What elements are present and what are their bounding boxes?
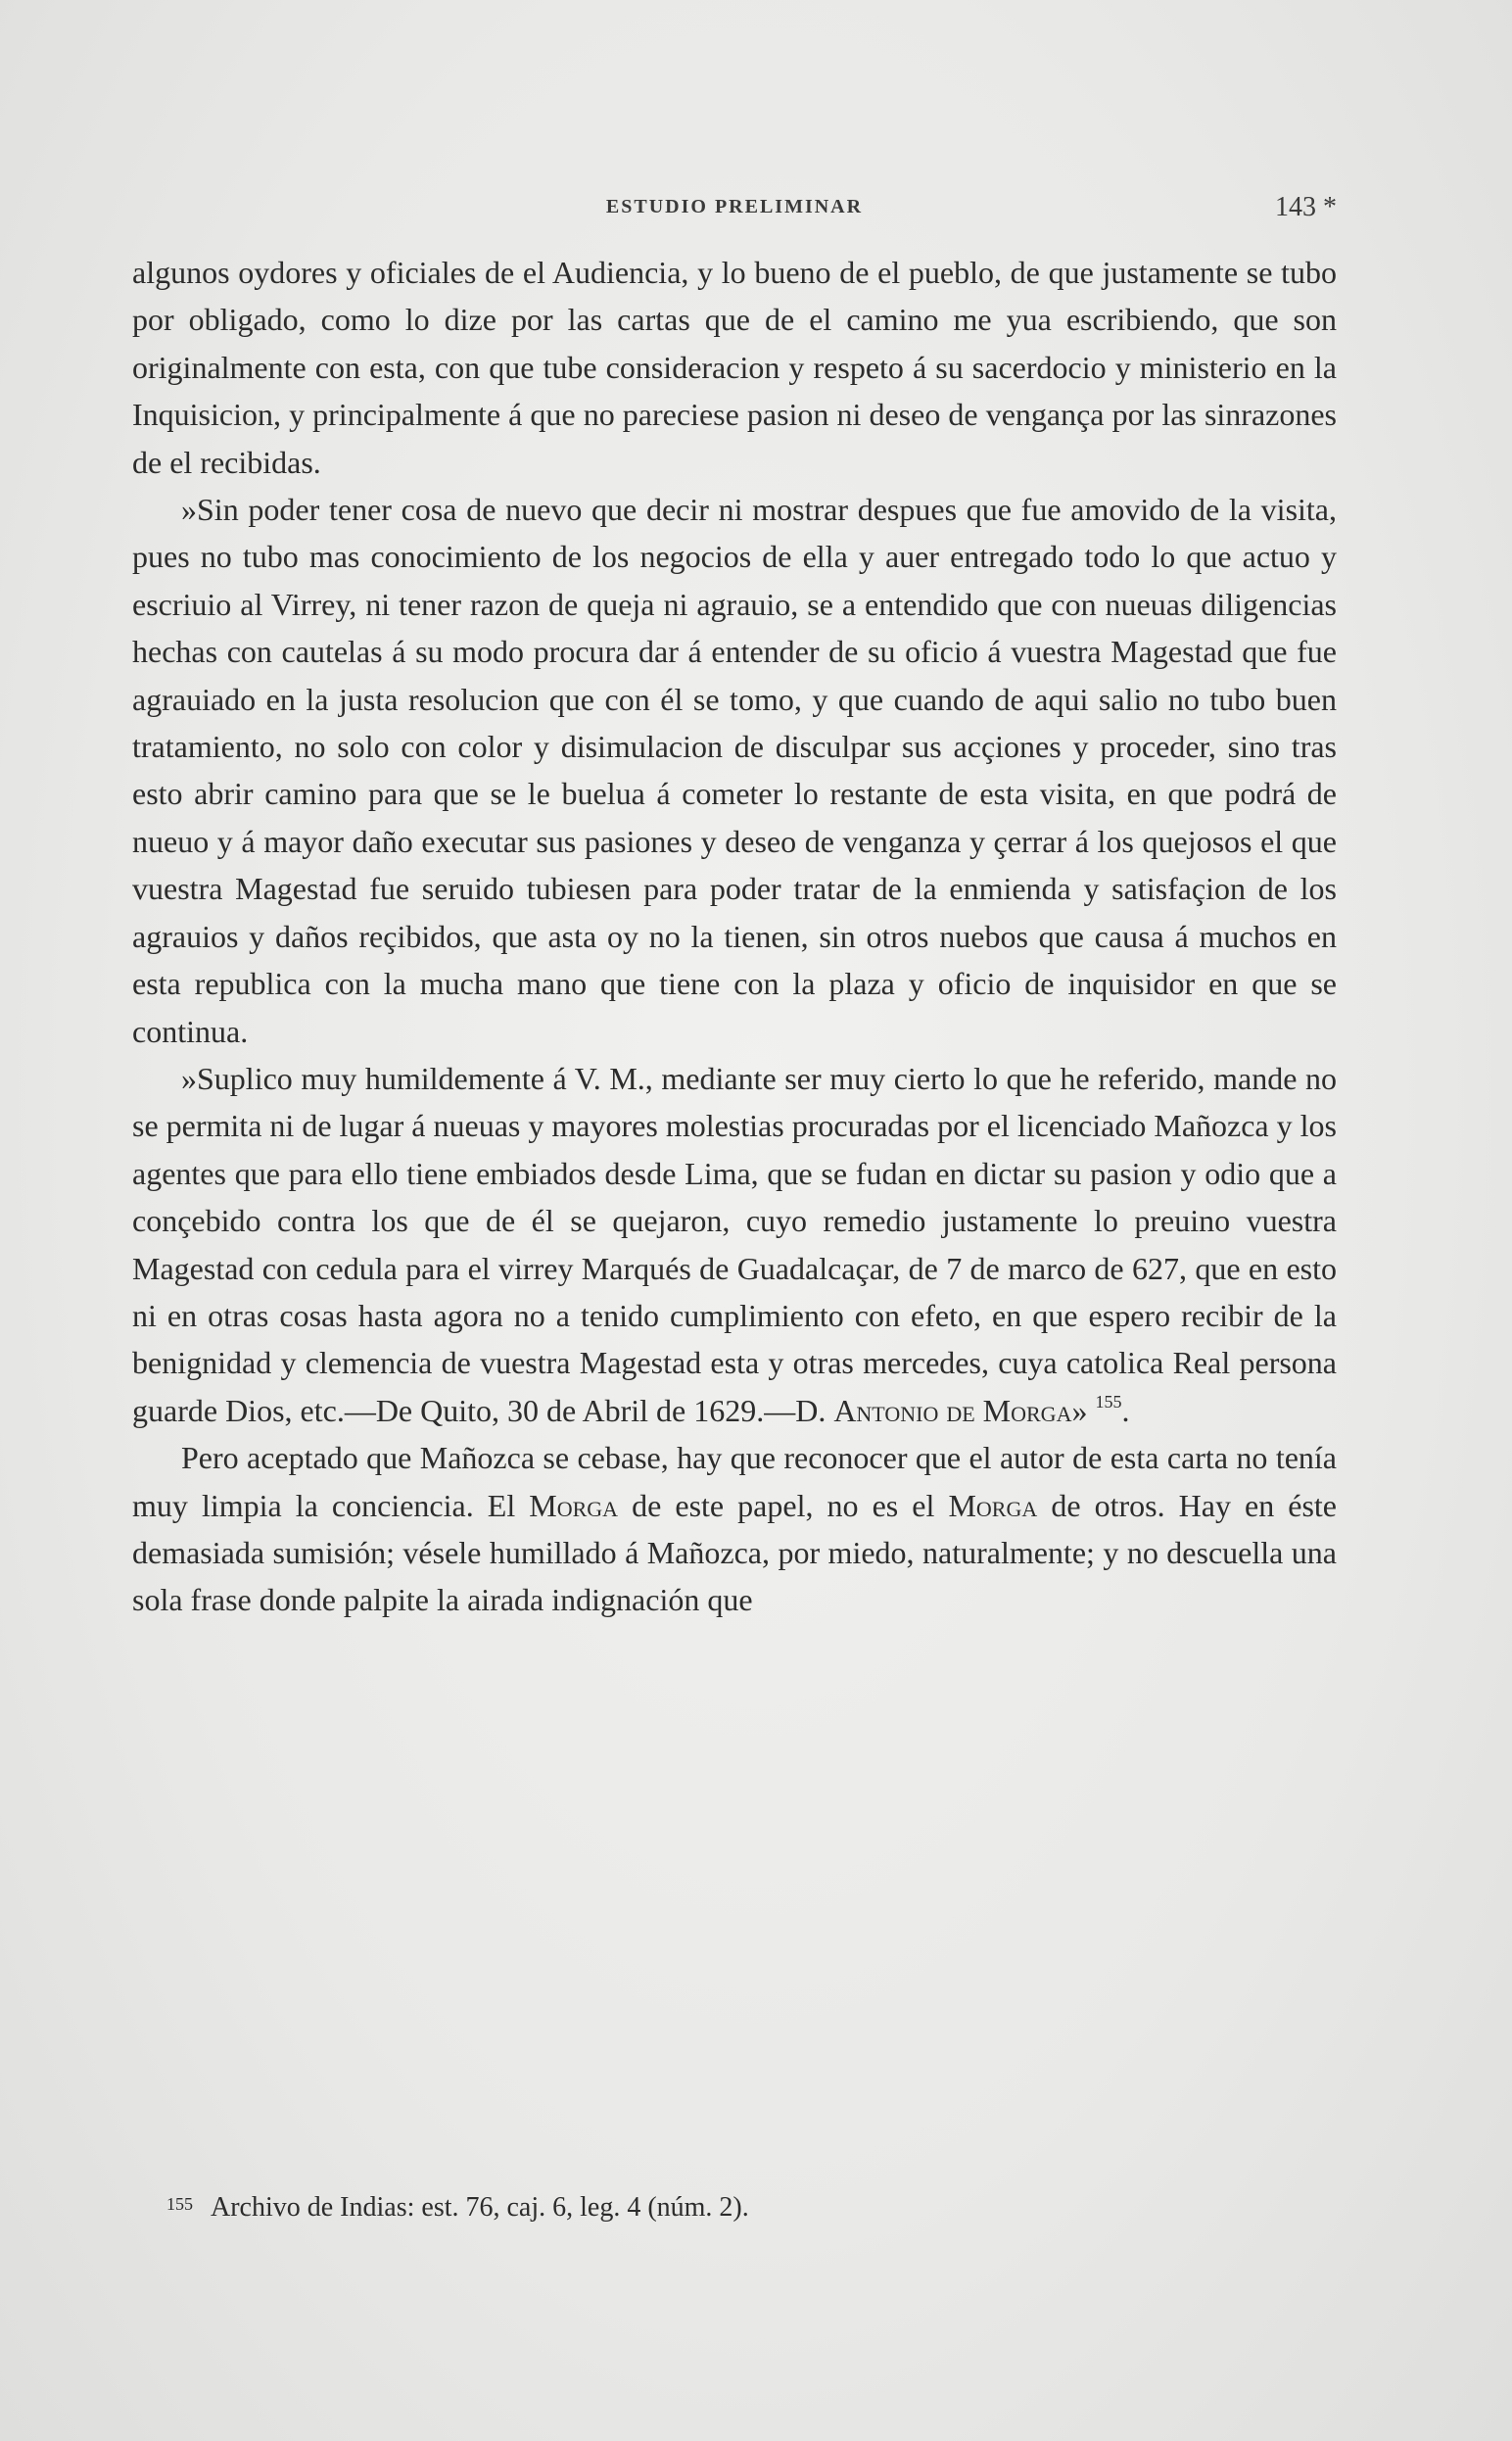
paragraph-4 bbox=[132, 1434, 1337, 1624]
paragraph-3-text: »Suplico muy humildemente á V. M., mediante ser muy cierto lo que he referido, mande no se permita ni de lugar á nueuas y mayores molestias procuradas por el licenciado Mañozca y los agentes que para ello tiene embiados desde Lima, que se fudan en dictar su pasion y odio que a conçebido contra los que de él se quejaron, cuyo remedio justamente lo preuino vuestra Magestad con cedula para el virrey Marqués de Guadalcaçar, de 7 de marco de 627, que en esto ni en otras cosas hasta agora no a tenido cumplimiento con efeto, en que espero recibir de la benignidad y clemencia de vuestra Magestad esta y otras mercedes, cuya catolica Real persona guarde Dios, etc.—De Quito, 30 de Abril de 1629.—D. bbox=[132, 1060, 1337, 1428]
page-header bbox=[132, 192, 1337, 231]
paragraph-3-end: . bbox=[1121, 1392, 1130, 1428]
paragraph-2: »Sin poder tener cosa de nuevo que decir ni mostrar despues que fue amovido de la visita, pues no tubo mas conocimiento de los negocios de ella y auer entregado todo lo que actuo y escriuio al Virrey, ni tener razon de queja ni agrauio, se a entendido que con nueuas diligencias hechas con cautelas á su modo procura dar á entender de su oficio á vuestra Magestad que fue agrauiado en la justa resolucion que con él se tomo, y que cuando de aqui salio no tubo buen tratamiento, no solo con color y disimulacion de disculpar sus acçiones y proceder, sino tras esto abrir camino para que se le buelua á cometer lo restante de esta visita, en que podrá de nueuo y á mayor daño executar sus pasiones y deseo de venganza y çerrar á los quejosos el que vuestra Magestad fue seruido tubiesen para poder tratar de la enmienda y satisfaçion de los agrauios y daños reçibidos, que asta oy no la tienen, sin otros nuebos que causa á muchos en esta republica con la mucha mano que tiene con la plaza y oficio de inquisidor en que se continua. bbox=[132, 492, 1337, 1049]
signature-name: Antonio de Morga bbox=[833, 1392, 1072, 1428]
running-head: ESTUDIO PRELIMINAR bbox=[605, 196, 864, 217]
morga-name-2: Morga bbox=[948, 1487, 1038, 1523]
closing-quote: » bbox=[1071, 1392, 1088, 1428]
paragraph-3 bbox=[132, 1055, 1337, 1434]
footnote-reference: 155 bbox=[1095, 1391, 1122, 1412]
footnote-number: 155 bbox=[166, 2194, 193, 2214]
footnote bbox=[166, 2186, 1322, 2226]
body-text bbox=[132, 249, 1337, 1624]
paragraph-4-part-b: de este papel, no es el bbox=[618, 1487, 949, 1523]
morga-name-1: Morga bbox=[529, 1487, 619, 1523]
paragraph-4-part-c: de otros. Hay en éste demasiada sumisión; vésele humillado á Mañozca, por miedo, naturalmente; y no descuella una sola frase donde palpite la airada indignación que bbox=[132, 1487, 1338, 1618]
footnote-text: Archivo de Indias: est. 76, caj. 6, leg. 4 (núm. 2). bbox=[211, 2192, 749, 2223]
page-number: 143 * bbox=[1275, 192, 1337, 222]
paragraph-4-part-a: Pero aceptado que Mañozca se cebase, hay que reconocer que el autor de esta carta no tenía muy limpia la conciencia. El bbox=[132, 1440, 1337, 1523]
paragraph-1: algunos oydores y oficiales de el Audiencia, y lo bueno de el pueblo, de que justamente se tubo por obligado, como lo dize por las cartas que de el camino me yua escribiendo, que son originalmente con esta, con que tube consideracion y respeto á su sacerdocio y ministerio en la Inquisicion, y principalmente á que no pareciese pasion ni deseo de vengança por las sinrazones de el recibidas. bbox=[132, 255, 1337, 480]
